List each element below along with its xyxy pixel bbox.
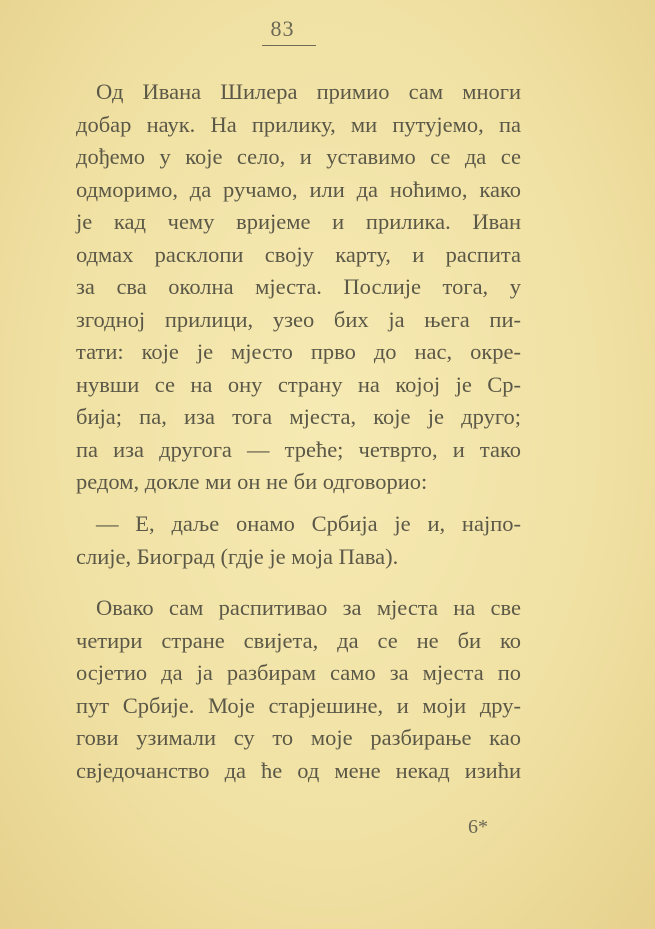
text-line: згодној прилици, узео бих ја њега пи- (76, 306, 521, 332)
text-line: тати: које је мјесто прво до нас, окре- (76, 339, 521, 364)
text-line: пут Србије. Моје старјешине, и моји дру- (76, 692, 521, 718)
text-line: четири стране свијета, да се не би ко (76, 627, 521, 653)
text-line: нувши се на ону страну на којој је Ср- (76, 371, 521, 397)
text-line: одморимо, да ручамо, или да ноћимо, како (76, 176, 521, 202)
paragraph-2 (76, 508, 521, 573)
page-number-underline (262, 45, 316, 46)
text-line: слије, Биоград (гдје је моја Пава). (76, 543, 399, 569)
page-number: 83 (270, 16, 295, 41)
text-line: осјетио да ја разбирам само за мјеста по (76, 660, 521, 685)
text-line: Овако сам распитивао за мјеста на све (96, 595, 521, 620)
text-line: свједочанство да ће од мене некад изићи (76, 757, 521, 783)
paragraph-3 (76, 592, 521, 787)
text-line: за сва околна мјеста. Послије тога, у (76, 274, 521, 299)
text-line: одмах расклопи своју карту, и распита (76, 241, 521, 267)
text-line: Од Ивана Шилера примио сам многи (96, 79, 521, 104)
text-line: гови узимали су то моје разбирање као (76, 725, 521, 750)
text-line: — Е, даље онамо Србија је и, најпо- (96, 511, 521, 536)
text-line: па иза другога — треће; четврто, и тако (76, 436, 521, 462)
signature-mark: 6* (468, 816, 488, 838)
paragraph-1 (76, 76, 521, 499)
text-line: редом, докле ми он не би одговорио: (76, 469, 428, 494)
text-line: бија; па, иза тога мјеста, које је друго; (76, 404, 521, 429)
text-line: је кад чему вријеме и прилика. Иван (76, 209, 521, 234)
text-line: дођемо у које село, и уставимо се да се (76, 144, 521, 169)
text-line: добар наук. На прилику, ми путујемо, па (76, 111, 521, 137)
